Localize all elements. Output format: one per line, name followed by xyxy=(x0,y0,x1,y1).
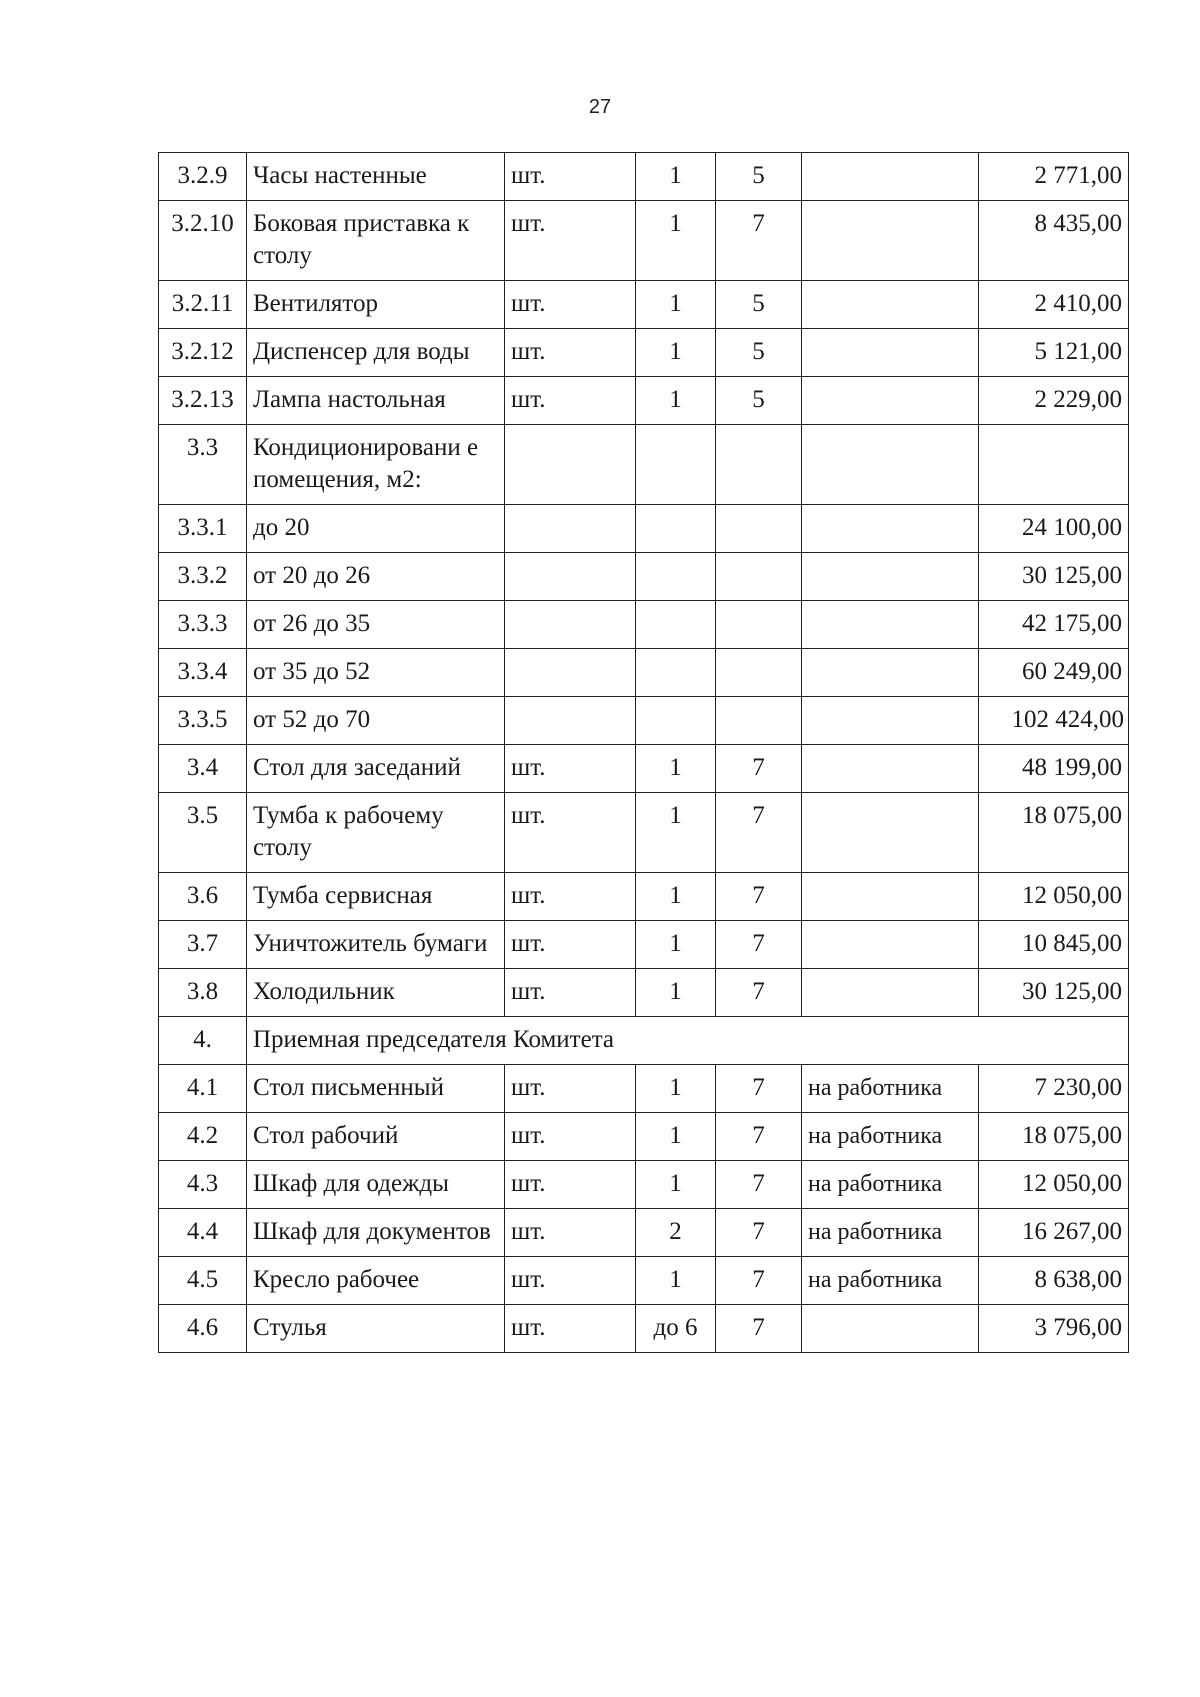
item-price: 10 845,00 xyxy=(979,921,1129,969)
item-name: Шкаф для документов xyxy=(247,1209,505,1257)
table-row xyxy=(159,921,1129,969)
item-name: Диспенсер для воды xyxy=(247,329,505,377)
item-service-life: 7 xyxy=(716,793,802,873)
item-unit: шт. xyxy=(505,329,636,377)
item-price: 24 100,00 xyxy=(979,505,1129,553)
row-number: 3.4 xyxy=(159,745,247,793)
norms-table xyxy=(158,152,1129,1353)
row-number: 3.7 xyxy=(159,921,247,969)
table-row xyxy=(159,601,1129,649)
item-service-life: 7 xyxy=(716,1257,802,1305)
table-row xyxy=(159,1113,1129,1161)
item-note xyxy=(802,153,979,201)
table-row xyxy=(159,153,1129,201)
item-price: 16 267,00 xyxy=(979,1209,1129,1257)
item-price: 60 249,00 xyxy=(979,649,1129,697)
item-name: Тумба сервисная xyxy=(247,873,505,921)
table-row xyxy=(159,1257,1129,1305)
item-note: на работника xyxy=(802,1113,979,1161)
item-service-life: 7 xyxy=(716,1209,802,1257)
item-price: 8 435,00 xyxy=(979,201,1129,281)
item-note xyxy=(802,921,979,969)
table-row xyxy=(159,649,1129,697)
item-unit xyxy=(505,697,636,745)
item-quantity xyxy=(636,601,716,649)
item-unit: шт. xyxy=(505,1161,636,1209)
item-quantity xyxy=(636,425,716,505)
item-note xyxy=(802,793,979,873)
item-price: 8 638,00 xyxy=(979,1257,1129,1305)
item-price: 30 125,00 xyxy=(979,553,1129,601)
item-price: 7 230,00 xyxy=(979,1065,1129,1113)
item-quantity: 1 xyxy=(636,793,716,873)
row-number: 3.2.13 xyxy=(159,377,247,425)
item-price: 18 075,00 xyxy=(979,793,1129,873)
item-price: 42 175,00 xyxy=(979,601,1129,649)
section-number: 4. xyxy=(159,1017,247,1065)
item-price xyxy=(979,425,1129,505)
item-price: 3 796,00 xyxy=(979,1305,1129,1353)
item-service-life: 7 xyxy=(716,745,802,793)
item-unit: шт. xyxy=(505,281,636,329)
item-unit xyxy=(505,553,636,601)
table-row xyxy=(159,425,1129,505)
item-quantity xyxy=(636,649,716,697)
item-note xyxy=(802,505,979,553)
item-unit: шт. xyxy=(505,969,636,1017)
row-number: 4.4 xyxy=(159,1209,247,1257)
item-name: от 35 до 52 xyxy=(247,649,505,697)
item-name: Кресло рабочее xyxy=(247,1257,505,1305)
item-note xyxy=(802,329,979,377)
item-service-life xyxy=(716,601,802,649)
section-row xyxy=(159,1017,1129,1065)
item-service-life xyxy=(716,425,802,505)
item-quantity: до 6 xyxy=(636,1305,716,1353)
item-name: до 20 xyxy=(247,505,505,553)
item-note xyxy=(802,1305,979,1353)
item-unit xyxy=(505,505,636,553)
table-row xyxy=(159,553,1129,601)
item-unit: шт. xyxy=(505,745,636,793)
item-name: Стол рабочий xyxy=(247,1113,505,1161)
item-service-life: 5 xyxy=(716,377,802,425)
item-unit: шт. xyxy=(505,1113,636,1161)
item-note: на работника xyxy=(802,1161,979,1209)
row-number: 3.2.11 xyxy=(159,281,247,329)
table-row xyxy=(159,1161,1129,1209)
item-quantity: 1 xyxy=(636,1065,716,1113)
item-note xyxy=(802,201,979,281)
item-name: Вентилятор xyxy=(247,281,505,329)
item-quantity: 1 xyxy=(636,921,716,969)
item-quantity: 1 xyxy=(636,969,716,1017)
table-row xyxy=(159,969,1129,1017)
item-service-life xyxy=(716,697,802,745)
item-name: Лампа настольная xyxy=(247,377,505,425)
item-quantity: 1 xyxy=(636,153,716,201)
item-note: на работника xyxy=(802,1209,979,1257)
item-unit: шт. xyxy=(505,153,636,201)
row-number: 3.3.1 xyxy=(159,505,247,553)
item-name: Стулья xyxy=(247,1305,505,1353)
item-name: от 26 до 35 xyxy=(247,601,505,649)
item-unit xyxy=(505,425,636,505)
item-service-life: 7 xyxy=(716,873,802,921)
item-unit: шт. xyxy=(505,793,636,873)
row-number: 3.6 xyxy=(159,873,247,921)
row-number: 3.2.12 xyxy=(159,329,247,377)
item-unit: шт. xyxy=(505,1305,636,1353)
table-row xyxy=(159,1305,1129,1353)
item-quantity: 1 xyxy=(636,377,716,425)
item-price: 2 229,00 xyxy=(979,377,1129,425)
item-note xyxy=(802,425,979,505)
table-row xyxy=(159,697,1129,745)
item-unit: шт. xyxy=(505,1065,636,1113)
item-quantity: 1 xyxy=(636,1161,716,1209)
item-note xyxy=(802,697,979,745)
item-quantity: 1 xyxy=(636,1113,716,1161)
row-number: 4.1 xyxy=(159,1065,247,1113)
item-service-life xyxy=(716,649,802,697)
item-unit xyxy=(505,601,636,649)
table-row xyxy=(159,745,1129,793)
table-row xyxy=(159,377,1129,425)
item-unit: шт. xyxy=(505,921,636,969)
item-price: 2 771,00 xyxy=(979,153,1129,201)
row-number: 3.2.10 xyxy=(159,201,247,281)
row-number: 3.3.4 xyxy=(159,649,247,697)
row-number: 4.6 xyxy=(159,1305,247,1353)
table-row xyxy=(159,793,1129,873)
item-quantity: 1 xyxy=(636,1257,716,1305)
item-quantity: 1 xyxy=(636,329,716,377)
item-note: на работника xyxy=(802,1065,979,1113)
item-service-life: 7 xyxy=(716,969,802,1017)
item-name: Тумба к рабочему столу xyxy=(247,793,505,873)
item-quantity: 2 xyxy=(636,1209,716,1257)
row-number: 4.5 xyxy=(159,1257,247,1305)
item-quantity: 1 xyxy=(636,201,716,281)
table-row xyxy=(159,281,1129,329)
table-row xyxy=(159,505,1129,553)
item-price: 12 050,00 xyxy=(979,1161,1129,1209)
item-name: Стол письменный xyxy=(247,1065,505,1113)
item-service-life xyxy=(716,553,802,601)
row-number: 3.3 xyxy=(159,425,247,505)
item-quantity: 1 xyxy=(636,873,716,921)
item-note xyxy=(802,873,979,921)
item-service-life: 5 xyxy=(716,153,802,201)
item-name: Боковая приставка к столу xyxy=(247,201,505,281)
table-row xyxy=(159,1065,1129,1113)
item-price: 18 075,00 xyxy=(979,1113,1129,1161)
item-service-life: 7 xyxy=(716,1065,802,1113)
item-price: 30 125,00 xyxy=(979,969,1129,1017)
item-name: Холодильник xyxy=(247,969,505,1017)
section-title: Приемная председателя Комитета xyxy=(247,1017,1129,1065)
item-note xyxy=(802,649,979,697)
item-service-life xyxy=(716,505,802,553)
item-unit: шт. xyxy=(505,201,636,281)
item-name: Стол для заседаний xyxy=(247,745,505,793)
item-quantity xyxy=(636,697,716,745)
item-note xyxy=(802,281,979,329)
item-unit xyxy=(505,649,636,697)
item-price: 102 424,00 xyxy=(979,697,1129,745)
row-number: 3.5 xyxy=(159,793,247,873)
item-price: 2 410,00 xyxy=(979,281,1129,329)
item-name: Шкаф для одежды xyxy=(247,1161,505,1209)
item-name: Кондиционировани е помещения, м2: xyxy=(247,425,505,505)
row-number: 4.3 xyxy=(159,1161,247,1209)
item-service-life: 7 xyxy=(716,201,802,281)
table-row xyxy=(159,1209,1129,1257)
item-unit: шт. xyxy=(505,1257,636,1305)
item-note xyxy=(802,601,979,649)
item-note xyxy=(802,745,979,793)
item-note xyxy=(802,969,979,1017)
item-name: Часы настенные xyxy=(247,153,505,201)
row-number: 3.2.9 xyxy=(159,153,247,201)
item-name: Уничтожитель бумаги xyxy=(247,921,505,969)
row-number: 3.3.2 xyxy=(159,553,247,601)
row-number: 4.2 xyxy=(159,1113,247,1161)
item-price: 5 121,00 xyxy=(979,329,1129,377)
item-service-life: 5 xyxy=(716,281,802,329)
item-name: от 20 до 26 xyxy=(247,553,505,601)
item-price: 48 199,00 xyxy=(979,745,1129,793)
item-quantity xyxy=(636,553,716,601)
row-number: 3.3.3 xyxy=(159,601,247,649)
page-number: 27 xyxy=(588,96,612,118)
item-unit: шт. xyxy=(505,1209,636,1257)
item-service-life: 7 xyxy=(716,1305,802,1353)
item-service-life: 7 xyxy=(716,921,802,969)
item-name: от 52 до 70 xyxy=(247,697,505,745)
item-quantity: 1 xyxy=(636,281,716,329)
item-service-life: 5 xyxy=(716,329,802,377)
row-number: 3.3.5 xyxy=(159,697,247,745)
item-note xyxy=(802,377,979,425)
item-note: на работника xyxy=(802,1257,979,1305)
table-row xyxy=(159,329,1129,377)
item-note xyxy=(802,553,979,601)
table-row xyxy=(159,873,1129,921)
item-service-life: 7 xyxy=(716,1113,802,1161)
item-unit: шт. xyxy=(505,377,636,425)
item-service-life: 7 xyxy=(716,1161,802,1209)
table-row xyxy=(159,201,1129,281)
item-quantity xyxy=(636,505,716,553)
row-number: 3.8 xyxy=(159,969,247,1017)
item-quantity: 1 xyxy=(636,745,716,793)
item-price: 12 050,00 xyxy=(979,873,1129,921)
item-unit: шт. xyxy=(505,873,636,921)
